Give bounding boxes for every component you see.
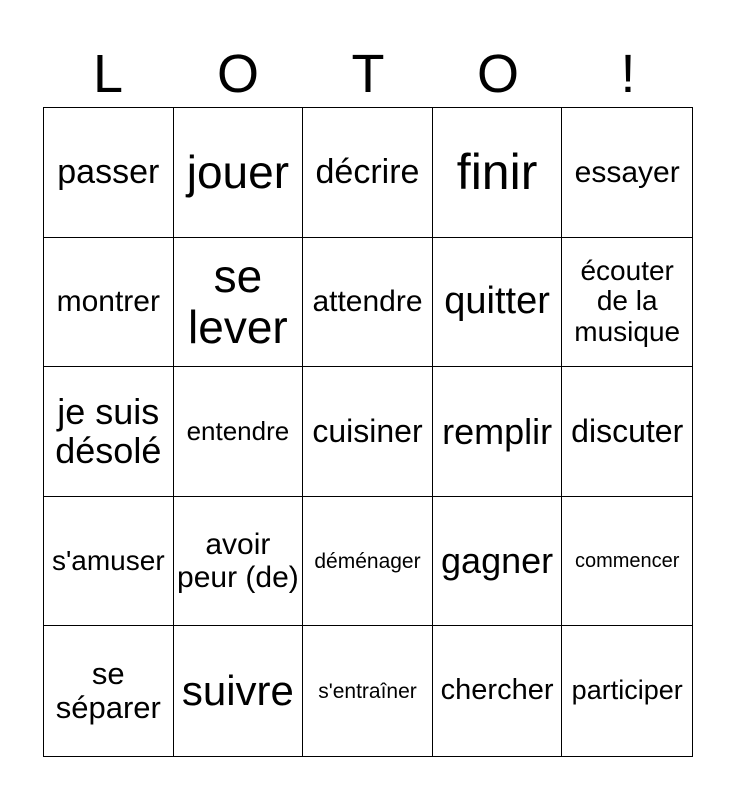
bingo-cell-label: je suis désolé xyxy=(55,390,162,472)
bingo-cell-label: chercher xyxy=(440,674,554,707)
bingo-cell[interactable] xyxy=(174,626,304,756)
bingo-cell-label: se lever xyxy=(188,250,288,353)
bingo-cell-label: déménager xyxy=(314,549,421,573)
title-letter-o: O xyxy=(216,44,259,104)
bingo-cell-label: écouter de la musique xyxy=(574,254,681,348)
bingo-cell-label: avoir peur (de) xyxy=(177,528,299,595)
bingo-cell[interactable] xyxy=(303,367,433,497)
bingo-cell[interactable] xyxy=(303,108,433,238)
bingo-cell-label: commencer xyxy=(574,550,680,573)
bingo-cell-label: montrer xyxy=(56,285,160,319)
bingo-cell[interactable] xyxy=(303,497,433,627)
title-letter-exclamation: ! xyxy=(620,44,636,104)
bingo-cell[interactable] xyxy=(174,497,304,627)
bingo-cell-label: essayer xyxy=(574,155,680,189)
bingo-cell[interactable] xyxy=(562,367,692,497)
title-letter-o-2: O xyxy=(476,44,519,104)
bingo-cell[interactable] xyxy=(44,626,174,756)
bingo-cell[interactable] xyxy=(174,238,304,368)
bingo-cell-label: suivre xyxy=(181,667,294,715)
bingo-cell-label: finir xyxy=(456,143,538,200)
bingo-cell[interactable] xyxy=(562,626,692,756)
bingo-cell-label: s'entraîner xyxy=(318,679,417,703)
bingo-cell-label: se séparer xyxy=(55,656,161,726)
bingo-cell-label: discuter xyxy=(571,412,684,449)
bingo-cell[interactable] xyxy=(562,497,692,627)
bingo-cell[interactable] xyxy=(433,108,563,238)
bingo-cell[interactable] xyxy=(44,108,174,238)
title-letter-l: L xyxy=(92,44,124,104)
bingo-cell[interactable] xyxy=(562,108,692,238)
bingo-cell[interactable] xyxy=(433,626,563,756)
bingo-cell[interactable] xyxy=(562,238,692,368)
bingo-cell-label: participer xyxy=(571,675,683,706)
bingo-cell[interactable] xyxy=(44,497,174,627)
bingo-cell-label: décrire xyxy=(315,152,420,191)
bingo-cell[interactable] xyxy=(303,626,433,756)
bingo-cell[interactable] xyxy=(433,497,563,627)
bingo-cell[interactable] xyxy=(44,367,174,497)
bingo-cell-label: entendre xyxy=(186,416,290,447)
bingo-cell[interactable] xyxy=(174,367,304,497)
bingo-cell-label: gagner xyxy=(441,540,554,582)
bingo-cell-label: s'amuser xyxy=(51,544,165,576)
bingo-board xyxy=(43,107,693,757)
bingo-cell[interactable] xyxy=(303,238,433,368)
bingo-cell[interactable] xyxy=(44,238,174,368)
bingo-cell-label: passer xyxy=(57,152,160,191)
bingo-title xyxy=(43,40,693,108)
bingo-cell-label: jouer xyxy=(186,146,290,198)
bingo-cell-label: attendre xyxy=(312,285,423,319)
bingo-cell-label: cuisiner xyxy=(312,412,423,449)
bingo-cell-label: remplir xyxy=(442,410,553,452)
title-letter-t: T xyxy=(351,44,385,104)
bingo-cell[interactable] xyxy=(433,367,563,497)
bingo-cell-label: quitter xyxy=(444,279,550,322)
bingo-cell[interactable] xyxy=(174,108,304,238)
bingo-cell[interactable] xyxy=(433,238,563,368)
